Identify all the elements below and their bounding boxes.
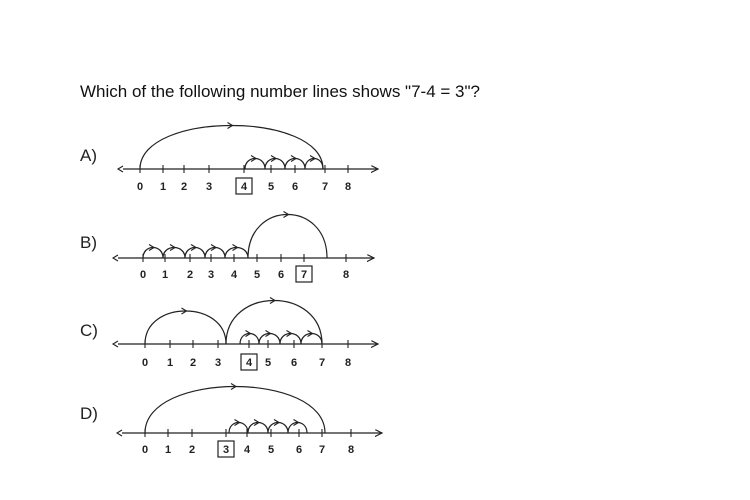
option-c-jump-arc bbox=[145, 311, 226, 344]
option-d-tick-label: 2 bbox=[188, 444, 196, 456]
question-text: Which of the following number lines shows "7-4 = 3"? bbox=[80, 82, 480, 101]
option-c-tick-label: 2 bbox=[189, 357, 197, 369]
option-a-tick-label: 7 bbox=[321, 181, 329, 193]
option-a-tick-label: 5 bbox=[267, 181, 275, 193]
option-c-label[interactable]: C) bbox=[80, 321, 98, 340]
option-b-hop-arc bbox=[225, 248, 248, 259]
option-b-tick-label: 1 bbox=[161, 269, 169, 281]
option-c-axis-left-arrow bbox=[113, 341, 118, 347]
option-d-hop-arc bbox=[248, 423, 268, 434]
option-b-tick-label: 7 bbox=[300, 269, 308, 281]
option-a-tick-label: 8 bbox=[344, 181, 352, 193]
option-b-hop-arc bbox=[185, 248, 205, 259]
option-b-tick-label: 5 bbox=[253, 269, 261, 281]
option-d-tick-label: 4 bbox=[243, 444, 251, 456]
option-a-label[interactable]: A) bbox=[80, 146, 97, 165]
option-b-tick-label: 8 bbox=[342, 269, 350, 281]
option-b-tick-label: 6 bbox=[277, 269, 285, 281]
option-b-tick-label: 0 bbox=[139, 269, 147, 281]
option-b-hop-arc bbox=[205, 248, 225, 259]
option-a-tick-label: 2 bbox=[180, 181, 188, 193]
option-c-tick-label: 5 bbox=[264, 357, 272, 369]
option-d-tick-label: 3 bbox=[222, 444, 230, 456]
option-a-tick-label: 4 bbox=[240, 181, 248, 193]
option-c-tick-label: 1 bbox=[166, 357, 174, 369]
option-d-tick-label: 7 bbox=[318, 444, 326, 456]
option-b-tick-label: 4 bbox=[230, 269, 238, 281]
option-d-label[interactable]: D) bbox=[80, 404, 98, 423]
option-b-jump-arc bbox=[248, 215, 327, 259]
option-a-hop-arc bbox=[265, 159, 285, 170]
option-b-tick-label: 3 bbox=[207, 269, 215, 281]
option-d-tick-label: 8 bbox=[347, 444, 355, 456]
option-c-hop-arc bbox=[259, 334, 280, 345]
option-b-label[interactable]: B) bbox=[80, 233, 97, 252]
option-a-hop-arc bbox=[305, 159, 323, 170]
option-c-tick-label: 6 bbox=[290, 357, 298, 369]
option-c-tick-label: 3 bbox=[214, 357, 222, 369]
option-d-tick-label: 0 bbox=[141, 444, 149, 456]
option-c-jump-arc bbox=[226, 301, 322, 345]
option-c-tick-label: 7 bbox=[318, 357, 326, 369]
option-d-tick-label: 5 bbox=[267, 444, 275, 456]
option-a-hop-arc bbox=[245, 159, 265, 170]
option-d-tick-label: 6 bbox=[295, 444, 303, 456]
option-c-tick-label: 8 bbox=[344, 357, 352, 369]
option-b-axis-left-arrow bbox=[113, 255, 118, 261]
option-c-tick-label: 0 bbox=[141, 357, 149, 369]
option-b-hop-arc bbox=[143, 248, 163, 259]
option-c-hop-arc bbox=[280, 334, 301, 345]
option-d-tick-label: 1 bbox=[164, 444, 172, 456]
option-b-hop-arc bbox=[163, 248, 185, 259]
option-c-hop-arc bbox=[301, 334, 322, 345]
option-a-jump-arc bbox=[140, 126, 323, 170]
option-d-hop-arc bbox=[229, 423, 248, 434]
option-a-tick-label: 0 bbox=[136, 181, 144, 193]
option-a-tick-label: 1 bbox=[159, 181, 167, 193]
option-b-tick-label: 2 bbox=[186, 269, 194, 281]
option-d-hop-arc bbox=[288, 423, 307, 434]
option-d-axis-left-arrow bbox=[117, 430, 122, 436]
option-a-tick-label: 3 bbox=[205, 181, 213, 193]
option-a-axis-left-arrow bbox=[118, 166, 123, 172]
option-a-tick-label: 6 bbox=[291, 181, 299, 193]
option-d-jump-arc bbox=[145, 387, 325, 434]
option-c-tick-label: 4 bbox=[245, 357, 253, 369]
